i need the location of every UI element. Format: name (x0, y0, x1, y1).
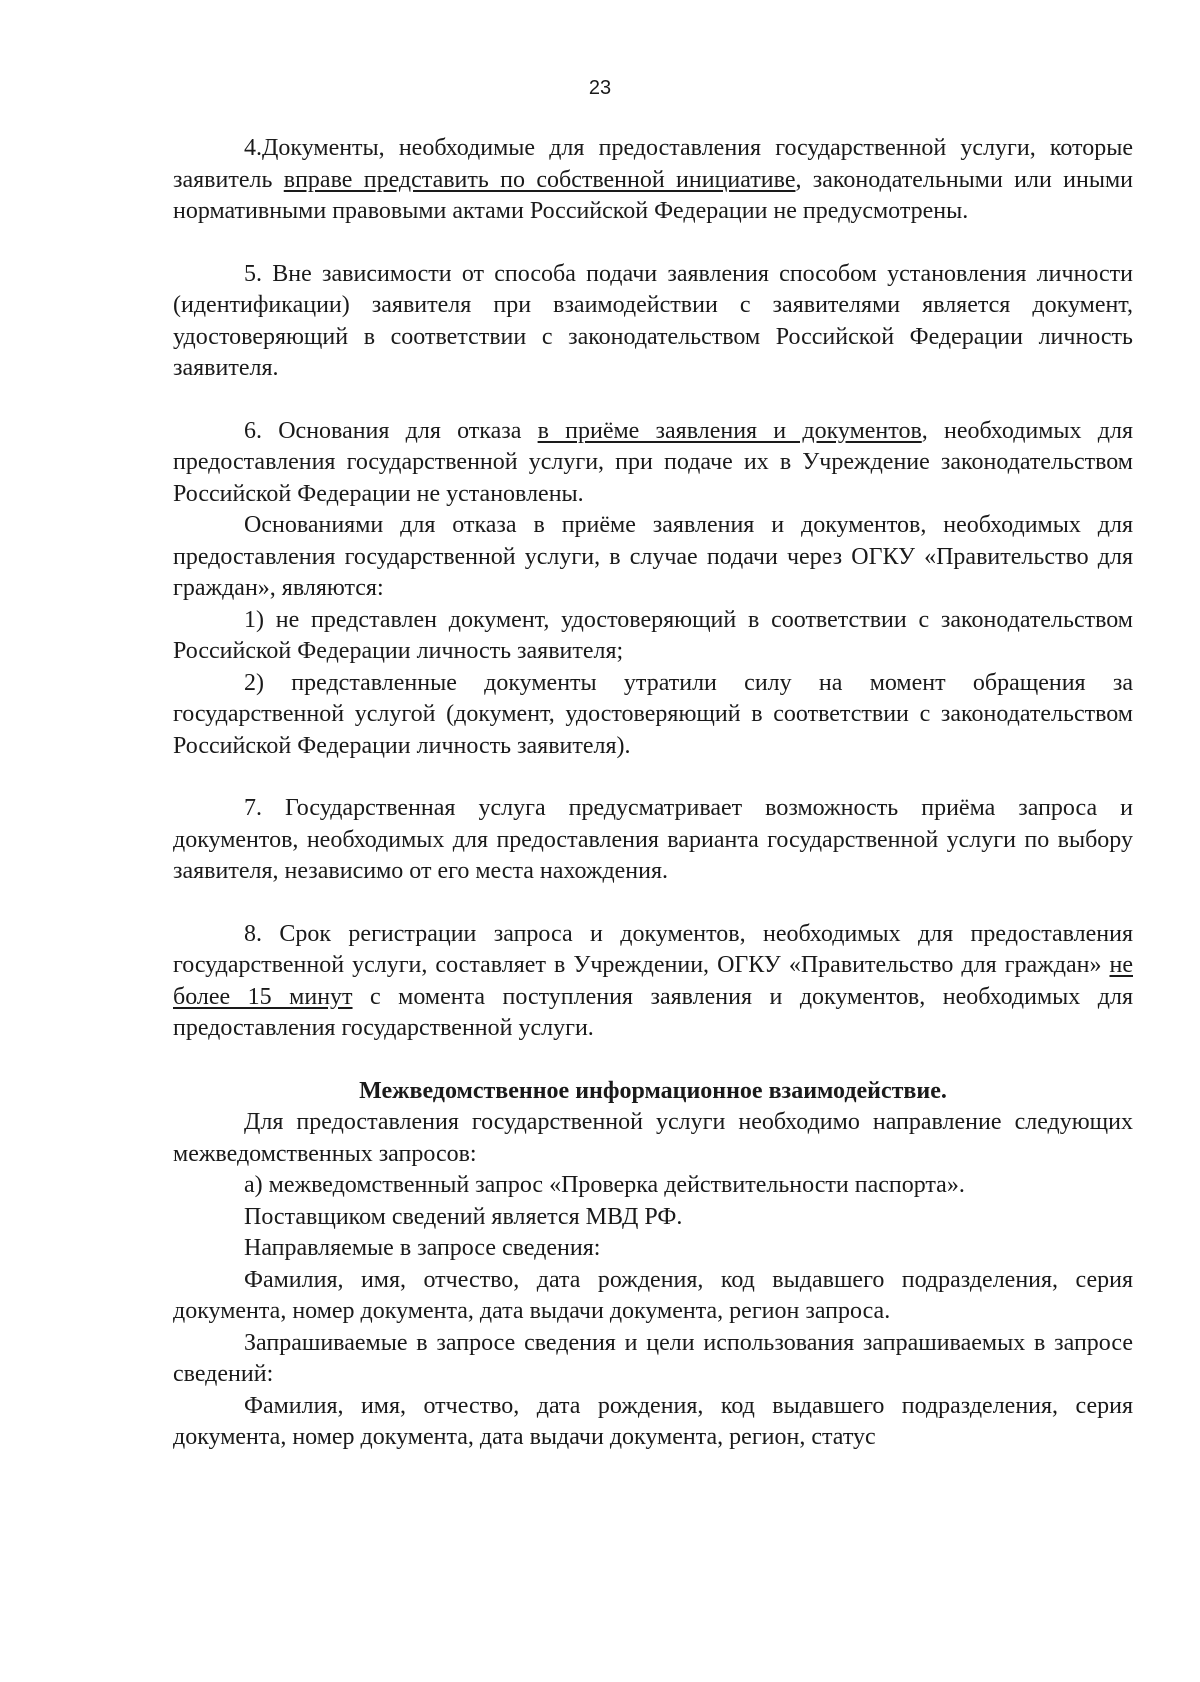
paragraph-7: 7. Государственная услуга предусматривает возможность приёма запроса и документов, необходимых для предоставления варианта государственной услуги по выбору заявителя, независимо от его места нахождения. (173, 795, 1133, 884)
paragraph-6-reasons-intro: Основаниями для отказа в приёме заявления и документов, необходимых для предоставления государственной услуги, в случае подачи через ОГКУ «Правительство для граждан», являются: (173, 512, 1133, 601)
paragraph-8-underlined-text: не более 15 минут (173, 952, 1133, 1010)
section-heading: Межведомственное информационное взаимодействие. (359, 1077, 947, 1104)
paragraph-6 (173, 416, 1133, 511)
paragraph-4-text-end: , законодательными или иными нормативными правовыми актами Российской Федерации не предусмотрены. (173, 166, 1133, 224)
document-body (173, 133, 1133, 1454)
page-number: 23 (588, 77, 612, 99)
paragraph-8-text-end: с момента поступления заявления и документов, необходимых для предоставления государственной услуги. (173, 983, 1133, 1041)
section-paragraph-5: Фамилия, имя, отчество, дата рождения, код выдавшего подразделения, серия документа, номер документа, дата выдачи документа, регион запроса. (173, 1266, 1133, 1324)
paragraph-8-text-start: 8. Срок регистрации запроса и документов, необходимых для предоставления государственной услуги, составляет в Учреждении, ОГКУ «Правительство для граждан» (173, 920, 1133, 978)
section-paragraph-2: а) межведомственный запрос «Проверка действительности паспорта». (244, 1172, 965, 1198)
paragraph-4-underlined-text: вправе представить по собственной инициативе (283, 166, 796, 193)
paragraph-6-reason-1: 1) не представлен документ, удостоверяющий в соответствии с законодательством Российской Федерации личность заявителя; (173, 606, 1133, 664)
paragraph-6-reason-2: 2) представленные документы утратили силу на момент обращения за государственной услугой (документ, удостоверяющий в соответствии с законодательством Российской Федерации личность заявителя). (173, 669, 1133, 759)
section-paragraph-6: Запрашиваемые в запросе сведения и цели использования запрашиваемых в запросе сведений: (173, 1329, 1133, 1387)
paragraph-6-text-start: 6. Основания для отказа (244, 417, 538, 444)
section-paragraph-4: Направляемые в запросе сведения: (244, 1235, 601, 1261)
section-paragraph-3: Поставщиком сведений является МВД РФ. (244, 1203, 683, 1230)
paragraph-4 (173, 133, 1133, 228)
section-paragraph-1: Для предоставления государственной услуги необходимо направление следующих межведомственных запросов: (173, 1109, 1133, 1167)
paragraph-4-text-start: 4.Документы, необходимые для предоставления государственной услуги, которые заявитель (173, 135, 1133, 193)
paragraph-6-underlined-text: в приёме заявления и документов (537, 417, 922, 444)
paragraph-5: 5. Вне зависимости от способа подачи заявления способом установления личности (идентификации) заявителя при взаимодействии с заявителями является документ, удостоверяющий в соответствии с законодательством Российской Федерации личность заявителя. (173, 260, 1133, 381)
paragraph-8 (173, 919, 1133, 1045)
section-paragraph-7: Фамилия, имя, отчество, дата рождения, код выдавшего подразделения, серия документа, номер документа, дата выдачи документа, регион, статус (173, 1392, 1133, 1450)
paragraph-6-text-end: , необходимых для предоставления государственной услуги, при подаче их в Учреждение законодательством Российской Федерации не установлены. (173, 417, 1134, 507)
